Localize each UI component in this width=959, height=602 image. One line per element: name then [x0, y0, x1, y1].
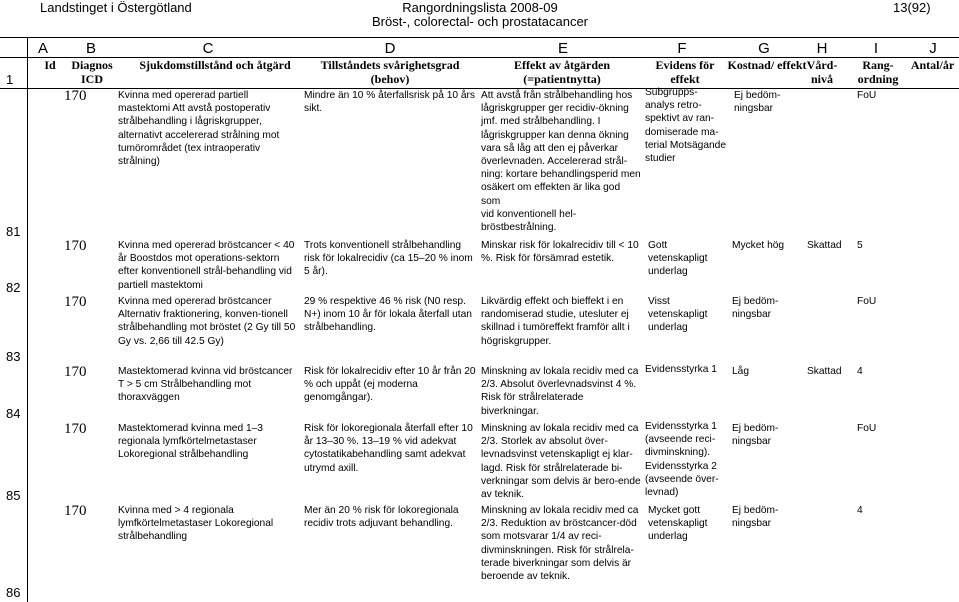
row-rang: 5 [857, 240, 863, 251]
row-number-82: 82 [6, 280, 21, 295]
header-subtitle: Bröst-, colorectal- och prostatacancer [371, 14, 589, 29]
row-rang: 4 [857, 505, 863, 516]
row-id: 170 [64, 421, 87, 437]
header-tillstand: Tillståndets svårighetsgrad (behov) [320, 58, 460, 86]
col-letter-e: E [557, 40, 568, 57]
col-letter-b: B [85, 40, 96, 57]
row-kostnad: Ej bedöm- ningsbar [732, 505, 779, 530]
header-left: Landstinget i Östergötland [40, 0, 192, 15]
header-diagnos: Diagnos ICD [71, 58, 113, 86]
page-number: 13(92) [893, 0, 931, 15]
row-sjukdom: Kvinna med opererad bröstcancer Alternativ fraktionering, konven-tionell strålbehandling mot bröstet (2 Gy till 50 Gy vs. 2,66 till 42.5 Gy) [118, 296, 296, 347]
row-number-83: 83 [6, 349, 21, 364]
row-effekt: Minskning av lokala recidiv med ca 2/3. Absolut överlevnadsvinst 4 %. Risk för strålrelaterade biverkningar. [481, 366, 639, 417]
col-letter-f: F [677, 40, 687, 57]
row-id: 170 [64, 88, 87, 104]
row-evidens: Subgrupps- analys retro- spektivt av ran- domiserade ma- terial Motsägande studier [645, 87, 726, 165]
row-tillstand: Risk för lokoregionala återfall efter 10 år 13–30 %. 13–19 % vid adekvat cytostatikabehandling samt adekvat utrymd axill. [304, 423, 473, 474]
header-vard: Vård- nivå [806, 58, 838, 86]
header-kostnad: Kostnad/ effekt [727, 58, 807, 72]
row-number-84: 84 [6, 406, 21, 421]
row-rang: FoU [857, 90, 877, 101]
row-sjukdom [118, 89, 300, 168]
row-id: 170 [64, 238, 87, 254]
row-sjukdom: Kvinna med > 4 regionala lymfkörtelmetastaser Lokoregional strålbehandling [118, 505, 274, 543]
rownum-divider [27, 37, 28, 602]
col-letter-d: D [384, 40, 396, 57]
header-antal: Antal/år [910, 58, 955, 72]
row-sjukdom: Kvinna med opererad bröstcancer < 40 år Boostdos mot operations-sektorn efter konventionell strål-behandling vid partiell mastektomi [118, 240, 295, 291]
row-kostnad: Ej bedöm- ningsbar [732, 423, 779, 448]
row-effekt: Minskar risk för lokalrecidiv till < 10 %. Risk för försämrad estetik. [481, 240, 639, 265]
col-letter-j: J [929, 40, 937, 57]
header-evidens: Evidens för effekt [655, 58, 715, 86]
row-evidens: Gott vetenskapligt underlag [648, 240, 708, 278]
row-kostnad: Låg [732, 366, 749, 377]
row-evidens: Mycket gott vetenskapligt underlag [648, 505, 708, 543]
row-evidens: Visst vetenskapligt underlag [648, 296, 708, 334]
row-id: 170 [64, 503, 87, 519]
row-rang: 4 [857, 366, 863, 377]
row-number-86: 86 [6, 585, 21, 600]
row-tillstand: Risk för lokalrecidiv efter 10 år från 20 % och uppåt (ej moderna genomgångar). [304, 366, 476, 404]
row-number-85: 85 [6, 488, 21, 503]
row-id: 170 [64, 364, 87, 380]
row-vard: Skattad [807, 366, 842, 377]
row-effekt: Minskning av lokala recidiv med ca 2/3. Storlek av absolut över- levnadsvinst vetenskapligt ej klar- lagd. Risk för strålrelaterade bi- verkningar som delvis är bero-ende av teknik. [481, 423, 641, 501]
row-number-81: 81 [6, 224, 21, 239]
row-kostnad: Ej bedöm- ningsbar [734, 90, 781, 115]
row-evidens: Evidensstyrka 1 (avseende reci- divminskning). Evidensstyrka 2 (avseende över- levnad) [645, 421, 719, 499]
header-rang: Rang- ordning [857, 58, 899, 86]
row-sjukdom-text: Kvinna med opererad partiell mastektomi Att avstå postoperativ strålbehandling i lågriskgrupper, alternativt accelererad strålning mot tumörområdet (tex intraoperativ strålning) [118, 90, 280, 168]
row-tillstand: Trots konventionell strålbehandling risk för lokalrecidiv (ca 15–20 % inom 5 år). [304, 240, 473, 278]
row-effekt: Minskning av lokala recidiv med ca 2/3. Reduktion av bröstcancer-död som motsvarar 1/4 av reci- divminskningen. Risk för strålrela- terade biverkningar som delvis är beroende av teknik. [481, 505, 639, 583]
row-tillstand: 29 % respektive 46 % risk (N0 resp. N+) inom 10 år för lokala återfall utan strålbehandling. [304, 296, 472, 334]
row-evidens: Evidensstyrka 1 [645, 364, 717, 375]
col-letter-h: H [816, 40, 828, 57]
row-tillstand: Mindre än 10 % återfallsrisk på 10 års sikt. [304, 90, 476, 115]
row-sjukdom: Mastektomerad kvinna vid bröstcancer T > 5 cm Strålbehandling mot thoraxväggen [118, 366, 293, 404]
col-letter-a: A [37, 40, 48, 57]
row-kostnad: Ej bedöm- ningsbar [732, 296, 779, 321]
header-id: Id [44, 58, 56, 72]
row-kostnad: Mycket hög [732, 240, 785, 251]
row-number-1: 1 [6, 72, 14, 87]
header-sjukdom: Sjukdomstillstånd och åtgärd [139, 58, 291, 72]
col-letter-g: G [758, 40, 770, 57]
col-letter-i: I [873, 40, 879, 57]
row-vard: Skattad [807, 240, 842, 251]
row-rang: FoU [857, 423, 877, 434]
row-rang: FoU [857, 296, 877, 307]
header-effekt: Effekt av åtgärden (=patientnytta) [514, 58, 610, 86]
row-effekt: Att avstå från strålbehandling hos lågriskgrupper ger recidiv-ökning jmf. med strålbehandling. I lågriskgrupper kan denna ökning vara så låg att den ej påverkar överlevnaden. Accelererad strål- ning: kortare behandlingsperid men osäkert om effekten är lika god som vid konventionell hel- bröstbestrålning. [481, 90, 641, 234]
rule-top [0, 37, 959, 38]
row-sjukdom: Mastektomerad kvinna med 1–3 regionala lymfkörtelmetastaser Lokoregional strålbehandling [118, 423, 263, 461]
row-effekt: Likvärdig effekt och bieffekt i en randomiserad studie, utesluter ej skillnad i tumöreffekt framför allt i högriskgrupper. [481, 296, 630, 347]
row-tillstand: Mer än 20 % risk för lokoregionala recidiv trots adjuvant behandling. [304, 505, 459, 530]
header-title: Rangordningslista 2008-09 [402, 0, 558, 15]
col-letter-c: C [202, 40, 214, 57]
row-id: 170 [64, 294, 87, 310]
